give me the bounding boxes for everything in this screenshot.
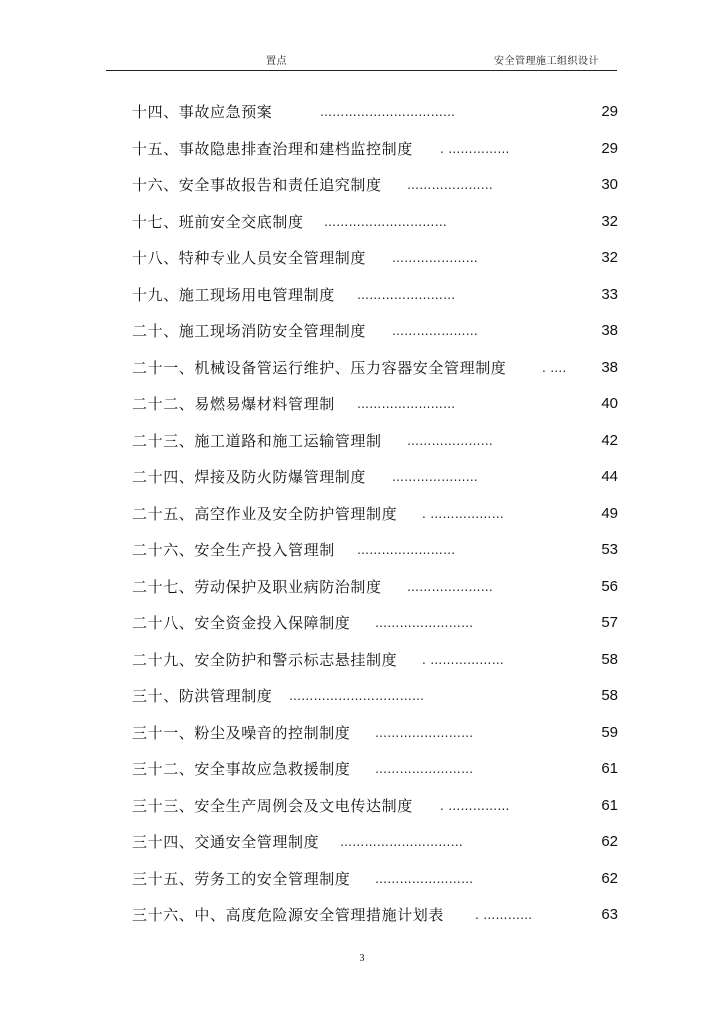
toc-entry-leader-dots: …………………………… (289, 689, 425, 703)
toc-entry-leader-dots: ………………… (407, 579, 494, 594)
toc-entry-leader-dots: . …………… (440, 798, 510, 813)
toc-entry-title: 二十九、安全防护和警示标志悬挂制度 (132, 650, 398, 669)
toc-entry[interactable] (132, 538, 618, 575)
toc-entry-leader-dots: …………………… (375, 762, 474, 776)
toc-entry-page-number: 58 (601, 650, 618, 668)
toc-entry-title: 十六、安全事故报告和责任追究制度 (132, 176, 382, 194)
toc-entry-leader-dots: …………………… (357, 287, 456, 302)
toc-entry-page-number: 63 (601, 906, 618, 923)
toc-entry-title: 三十二、安全事故应急救援制度 (132, 760, 351, 778)
toc-entry[interactable] (132, 392, 618, 429)
toc-entry-leader-dots: ………………… (392, 324, 479, 338)
toc-entry-leader-dots: ………………… (392, 251, 479, 265)
toc-entry-page-number: 32 (601, 212, 618, 230)
toc-entry-title: 二十、施工现场消防安全管理制度 (132, 322, 367, 340)
toc-entry[interactable] (132, 246, 618, 283)
toc-entry-leader-dots: …………………… (357, 397, 456, 411)
toc-entry-title: 二十六、安全生产投入管理制 (132, 541, 335, 559)
toc-entry-title: 三十三、安全生产周例会及文电传达制度 (132, 796, 413, 815)
toc-entry-page-number: 62 (601, 869, 618, 887)
toc-entry-title: 三十六、中、高度危险源安全管理措施计划表 (132, 906, 445, 924)
toc-entry-title: 十五、事故隐患排查治理和建档监控制度 (132, 139, 413, 158)
toc-entry[interactable] (132, 210, 618, 247)
toc-entry-leader-dots: . …. (542, 360, 567, 375)
toc-entry-title: 十九、施工现场用电管理制度 (132, 285, 335, 304)
page-header (106, 50, 617, 71)
toc-entry-leader-dots: ………………… (392, 470, 479, 484)
toc-entry-leader-dots: . ……………… (422, 506, 505, 521)
toc-entry-leader-dots: ………………………… (340, 835, 463, 849)
toc-entry-leader-dots: …………………… (357, 543, 456, 557)
toc-entry[interactable] (132, 356, 618, 393)
toc-entry-leader-dots: . ……………… (422, 652, 505, 667)
toc-entry[interactable] (132, 648, 618, 685)
toc-entry-title: 十七、班前安全交底制度 (132, 212, 304, 231)
toc-entry-page-number: 29 (601, 139, 618, 157)
toc-entry-title: 三十一、粉尘及噪音的控制制度 (132, 723, 351, 742)
toc-entry-title: 三十、防洪管理制度 (132, 687, 273, 705)
header-document-title: 安全管理施工组织设计 (494, 56, 599, 67)
toc-entry-title: 十八、特种专业人员安全管理制度 (132, 249, 367, 267)
toc-entry-leader-dots: …………………… (375, 725, 474, 740)
toc-entry[interactable] (132, 684, 618, 721)
toc-entry-page-number: 59 (601, 723, 618, 741)
toc-entry[interactable] (132, 721, 618, 758)
toc-entry-page-number: 56 (601, 577, 618, 595)
toc-entry[interactable] (132, 319, 618, 356)
toc-entry-page-number: 44 (601, 468, 618, 485)
toc-entry-page-number: 33 (601, 285, 618, 303)
toc-entry-leader-dots: …………………… (375, 616, 474, 630)
toc-entry-page-number: 62 (601, 833, 618, 850)
toc-entry-page-number: 42 (601, 431, 618, 449)
toc-entry-page-number: 32 (601, 249, 618, 266)
toc-entry-leader-dots: ………………… (407, 178, 494, 192)
toc-entry-page-number: 61 (601, 796, 618, 814)
toc-entry-title: 十四、事故应急预案 (132, 103, 273, 121)
footer-page-number: 3 (359, 953, 365, 964)
toc-entry-title: 三十四、交通安全管理制度 (132, 833, 320, 851)
toc-entry[interactable] (132, 903, 618, 940)
toc-entry[interactable] (132, 867, 618, 904)
toc-entry-leader-dots: …………………… (375, 871, 474, 886)
toc-entry[interactable] (132, 502, 618, 539)
toc-entry-title: 二十一、机械设备管运行维护、压力容器安全管理制度 (132, 358, 507, 377)
toc-entry-page-number: 40 (601, 395, 618, 412)
toc-entry-leader-dots: …………………………… (320, 105, 456, 119)
toc-entry-title: 二十七、劳动保护及职业病防治制度 (132, 577, 382, 596)
toc-entry[interactable] (132, 283, 618, 320)
toc-entry[interactable] (132, 137, 618, 174)
toc-entry-title: 二十五、高空作业及安全防护管理制度 (132, 504, 398, 523)
toc-entry-title: 二十四、焊接及防火防爆管理制度 (132, 468, 367, 486)
toc-entry[interactable] (132, 173, 618, 210)
toc-entry[interactable] (132, 429, 618, 466)
toc-entry-page-number: 58 (601, 687, 618, 704)
toc-entry-page-number: 57 (601, 614, 618, 631)
toc-entry-leader-dots: . ………… (475, 908, 533, 922)
toc-entry-page-number: 30 (601, 176, 618, 193)
toc-entry[interactable] (132, 794, 618, 831)
toc-entry-title: 三十五、劳务工的安全管理制度 (132, 869, 351, 888)
toc-entry-title: 二十二、易燃易爆材料管理制 (132, 395, 335, 413)
toc-entry-leader-dots: . …………… (440, 141, 510, 156)
toc-entry-leader-dots: ………………………… (324, 214, 447, 229)
toc-entry-leader-dots: ………………… (407, 433, 494, 448)
toc-entry-page-number: 61 (601, 760, 618, 777)
toc-entry-page-number: 38 (601, 358, 618, 376)
toc-entry-page-number: 49 (601, 504, 618, 522)
header-left-text: 置点 (266, 56, 287, 67)
toc-entry[interactable] (132, 611, 618, 648)
toc-entry[interactable] (132, 575, 618, 612)
toc-entry[interactable] (132, 465, 618, 502)
toc-entry-page-number: 38 (601, 322, 618, 339)
toc-entry-page-number: 53 (601, 541, 618, 558)
toc-entry[interactable] (132, 100, 618, 137)
table-of-contents (132, 100, 618, 940)
toc-entry[interactable] (132, 757, 618, 794)
toc-entry[interactable] (132, 830, 618, 867)
toc-entry-page-number: 29 (601, 103, 618, 120)
toc-entry-title: 二十三、施工道路和施工运输管理制 (132, 431, 382, 450)
toc-entry-title: 二十八、安全资金投入保障制度 (132, 614, 351, 632)
